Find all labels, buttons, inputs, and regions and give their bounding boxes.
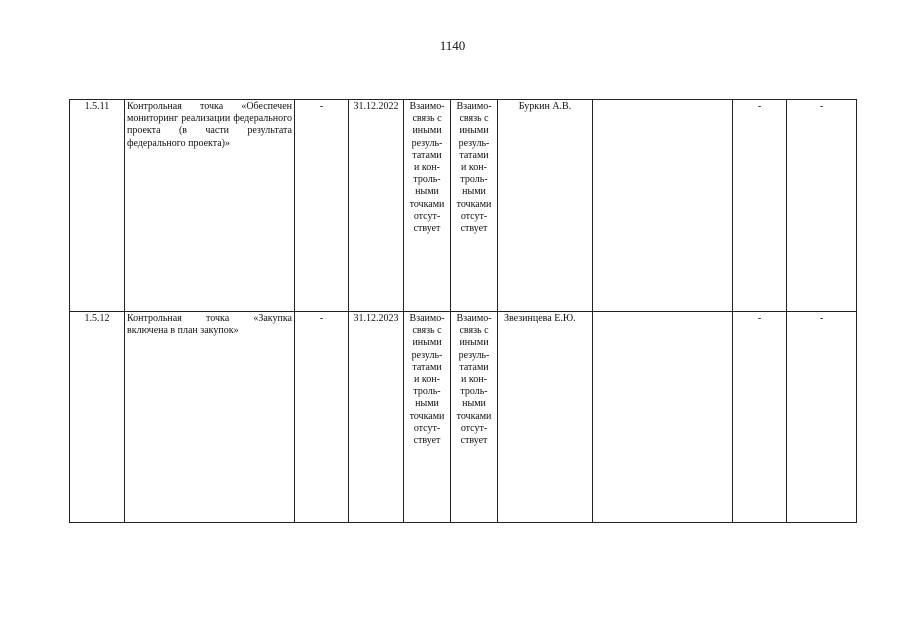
empty-cell [593, 100, 733, 312]
cell-dash: - [733, 312, 787, 523]
page-number: 1140 [439, 38, 466, 53]
relation-cell: Взаимо- связь с иными резуль- татами и кон- троль- ными точками отсут- ствует [404, 312, 451, 523]
due-date: 31.12.2022 [349, 100, 404, 312]
relation-cell: Взаимо- связь с иными резуль- татами и кон- троль- ными точками отсут- ствует [404, 100, 451, 312]
cell-dash: - [733, 100, 787, 312]
empty-cell [593, 312, 733, 523]
control-point-name: Контрольная точка «Обеспечен мониторинг реализации федерального проекта (в части результата федерального проекта)» [125, 100, 295, 312]
table-row [70, 312, 857, 523]
due-date: 31.12.2023 [349, 312, 404, 523]
row-number: 1.5.11 [70, 100, 125, 312]
control-points-table [69, 99, 857, 523]
responsible-person: Звезинцева Е.Ю. [498, 312, 593, 523]
table-row [70, 100, 857, 312]
cell-dash: - [787, 312, 857, 523]
cell-dash: - [295, 100, 349, 312]
cell-dash: - [787, 100, 857, 312]
relation-cell: Взаимо- связь с иными резуль- татами и кон- троль- ными точками отсут- ствует [451, 312, 498, 523]
responsible-person: Буркин А.В. [498, 100, 593, 312]
relation-cell: Взаимо- связь с иными резуль- татами и кон- троль- ными точками отсут- ствует [451, 100, 498, 312]
cell-dash: - [295, 312, 349, 523]
control-point-name: Контрольная точка «Закупка включена в план закупок» [125, 312, 295, 523]
row-number: 1.5.12 [70, 312, 125, 523]
